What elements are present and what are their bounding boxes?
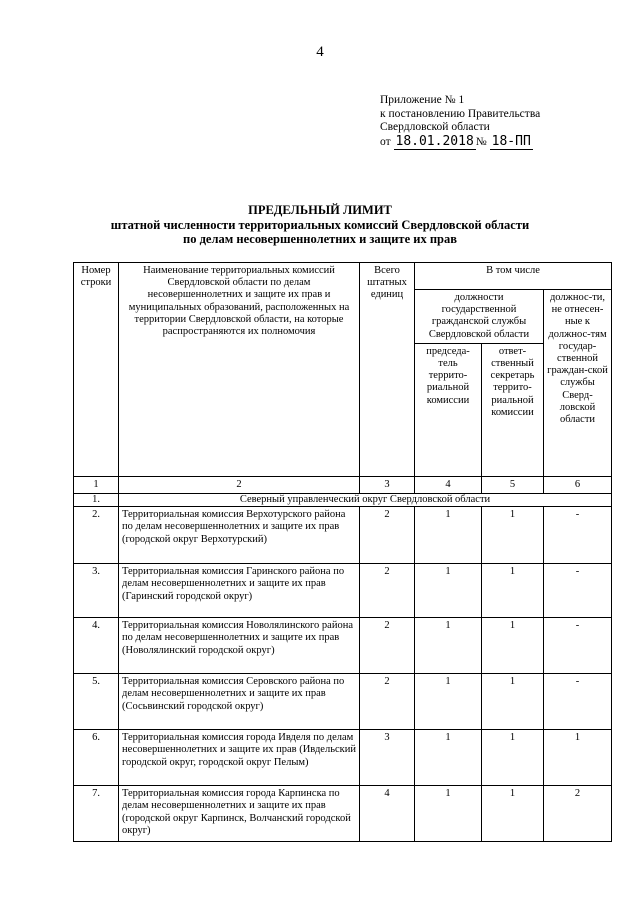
other-positions-count: - (544, 564, 612, 618)
header-including: В том числе (415, 263, 612, 290)
column-number-row (74, 476, 612, 493)
section-name: Северный управленческий округ Свердловской области (119, 494, 612, 507)
chairman-count: 1 (415, 618, 482, 674)
commission-name: Территориальная комиссия Гаринского района по делам несовершеннолетних и защите их прав (Гаринский городской округ) (119, 564, 360, 618)
chairman-count: 1 (415, 674, 482, 730)
row-number: 2. (74, 507, 119, 564)
secretary-count: 1 (482, 674, 544, 730)
table-row (74, 674, 612, 730)
section-row (74, 494, 612, 507)
annex-date-line (380, 135, 540, 150)
chairman-count: 1 (415, 786, 482, 842)
row-number: 4. (74, 618, 119, 674)
table-row (74, 786, 612, 842)
secretary-count: 1 (482, 618, 544, 674)
table-row (74, 730, 612, 786)
row-number: 5. (74, 674, 119, 730)
row-number: 6. (74, 730, 119, 786)
secretary-count: 1 (482, 564, 544, 618)
chairman-count: 1 (415, 730, 482, 786)
chairman-count: 1 (415, 507, 482, 564)
header-total: Всего штатных единиц (360, 263, 415, 477)
number-sign: № (475, 135, 487, 148)
secretary-count: 1 (482, 507, 544, 564)
column-number: 2 (119, 476, 360, 493)
total-units: 2 (360, 564, 415, 618)
header-name: Наименование территориальных комиссий Свердловской области по делам несовершеннолетних и защите их прав и муниципальных образований, расположенных на территории Свердловской области, на которые распространяются их полномочия (119, 263, 360, 477)
chairman-count: 1 (415, 564, 482, 618)
title-line-3: по делам несовершеннолетних и защите их прав (183, 232, 457, 246)
header-chairman: председа-тель террито-риальной комиссии (415, 343, 482, 476)
date-prefix: от (380, 135, 391, 148)
page-number: 4 (316, 44, 324, 60)
table-row (74, 507, 612, 564)
secretary-count: 1 (482, 730, 544, 786)
annex-block (380, 94, 540, 149)
table-row (74, 564, 612, 618)
annex-date: 18.01.2018 (395, 133, 474, 149)
limits-table (73, 262, 612, 842)
commission-name: Территориальная комиссия города Карпинска по делам несовершеннолетних и защите их прав (городской округ Карпинск, Волчанский городской округ) (119, 786, 360, 842)
total-units: 4 (360, 786, 415, 842)
secretary-count: 1 (482, 786, 544, 842)
other-positions-count: - (544, 507, 612, 564)
commission-name: Территориальная комиссия города Ивделя по делам несовершеннолетних и защите их прав (Ивдельский городской округ, городской округ Пелым) (119, 730, 360, 786)
section-number: 1. (74, 494, 119, 507)
column-number: 5 (482, 476, 544, 493)
annex-line-1: Приложение № 1 (380, 94, 465, 106)
total-units: 2 (360, 674, 415, 730)
total-units: 3 (360, 730, 415, 786)
annex-line-3: Свердловской области (380, 121, 490, 134)
annex-line-2: к постановлению Правительства (380, 107, 541, 120)
commission-name: Территориальная комиссия Верхотурского района по делам несовершеннолетних и защите их прав (городской округ Верхотурский) (119, 507, 360, 564)
row-number: 7. (74, 786, 119, 842)
column-number: 3 (360, 476, 415, 493)
column-number: 1 (74, 476, 119, 493)
other-positions-count: - (544, 674, 612, 730)
other-positions-count: - (544, 618, 612, 674)
document-title (0, 203, 640, 247)
header-secretary: ответ-ственный секретарь террито-риальной комиссии (482, 343, 544, 476)
other-positions-count: 2 (544, 786, 612, 842)
commission-name: Территориальная комиссия Новолялинского района по делам несовершеннолетних и защите их прав (Новолялинский городской округ) (119, 618, 360, 674)
header-non-civil: должнос-ти, не отнесен-ные к должнос-тям государ-ственной граждан-ской службы Сверд-ловской области (544, 290, 612, 477)
header-civil-service: должности государственной гражданской службы Свердловской области (415, 290, 544, 344)
commission-name: Территориальная комиссия Серовского района по делам несовершеннолетних и защите их прав (Сосьвинский городской округ) (119, 674, 360, 730)
header-row-no: Номер строки (74, 263, 119, 477)
header-row-1 (74, 263, 612, 290)
total-units: 2 (360, 507, 415, 564)
column-number: 6 (544, 476, 612, 493)
row-number: 3. (74, 564, 119, 618)
title-line-2: штатной численности территориальных комиссий Свердловской области (110, 217, 530, 232)
title-line-1: ПРЕДЕЛЬНЫЙ ЛИМИТ (248, 203, 392, 217)
annex-number: 18-ПП (491, 133, 531, 149)
column-number: 4 (415, 476, 482, 493)
total-units: 2 (360, 618, 415, 674)
other-positions-count: 1 (544, 730, 612, 786)
table-row (74, 618, 612, 674)
